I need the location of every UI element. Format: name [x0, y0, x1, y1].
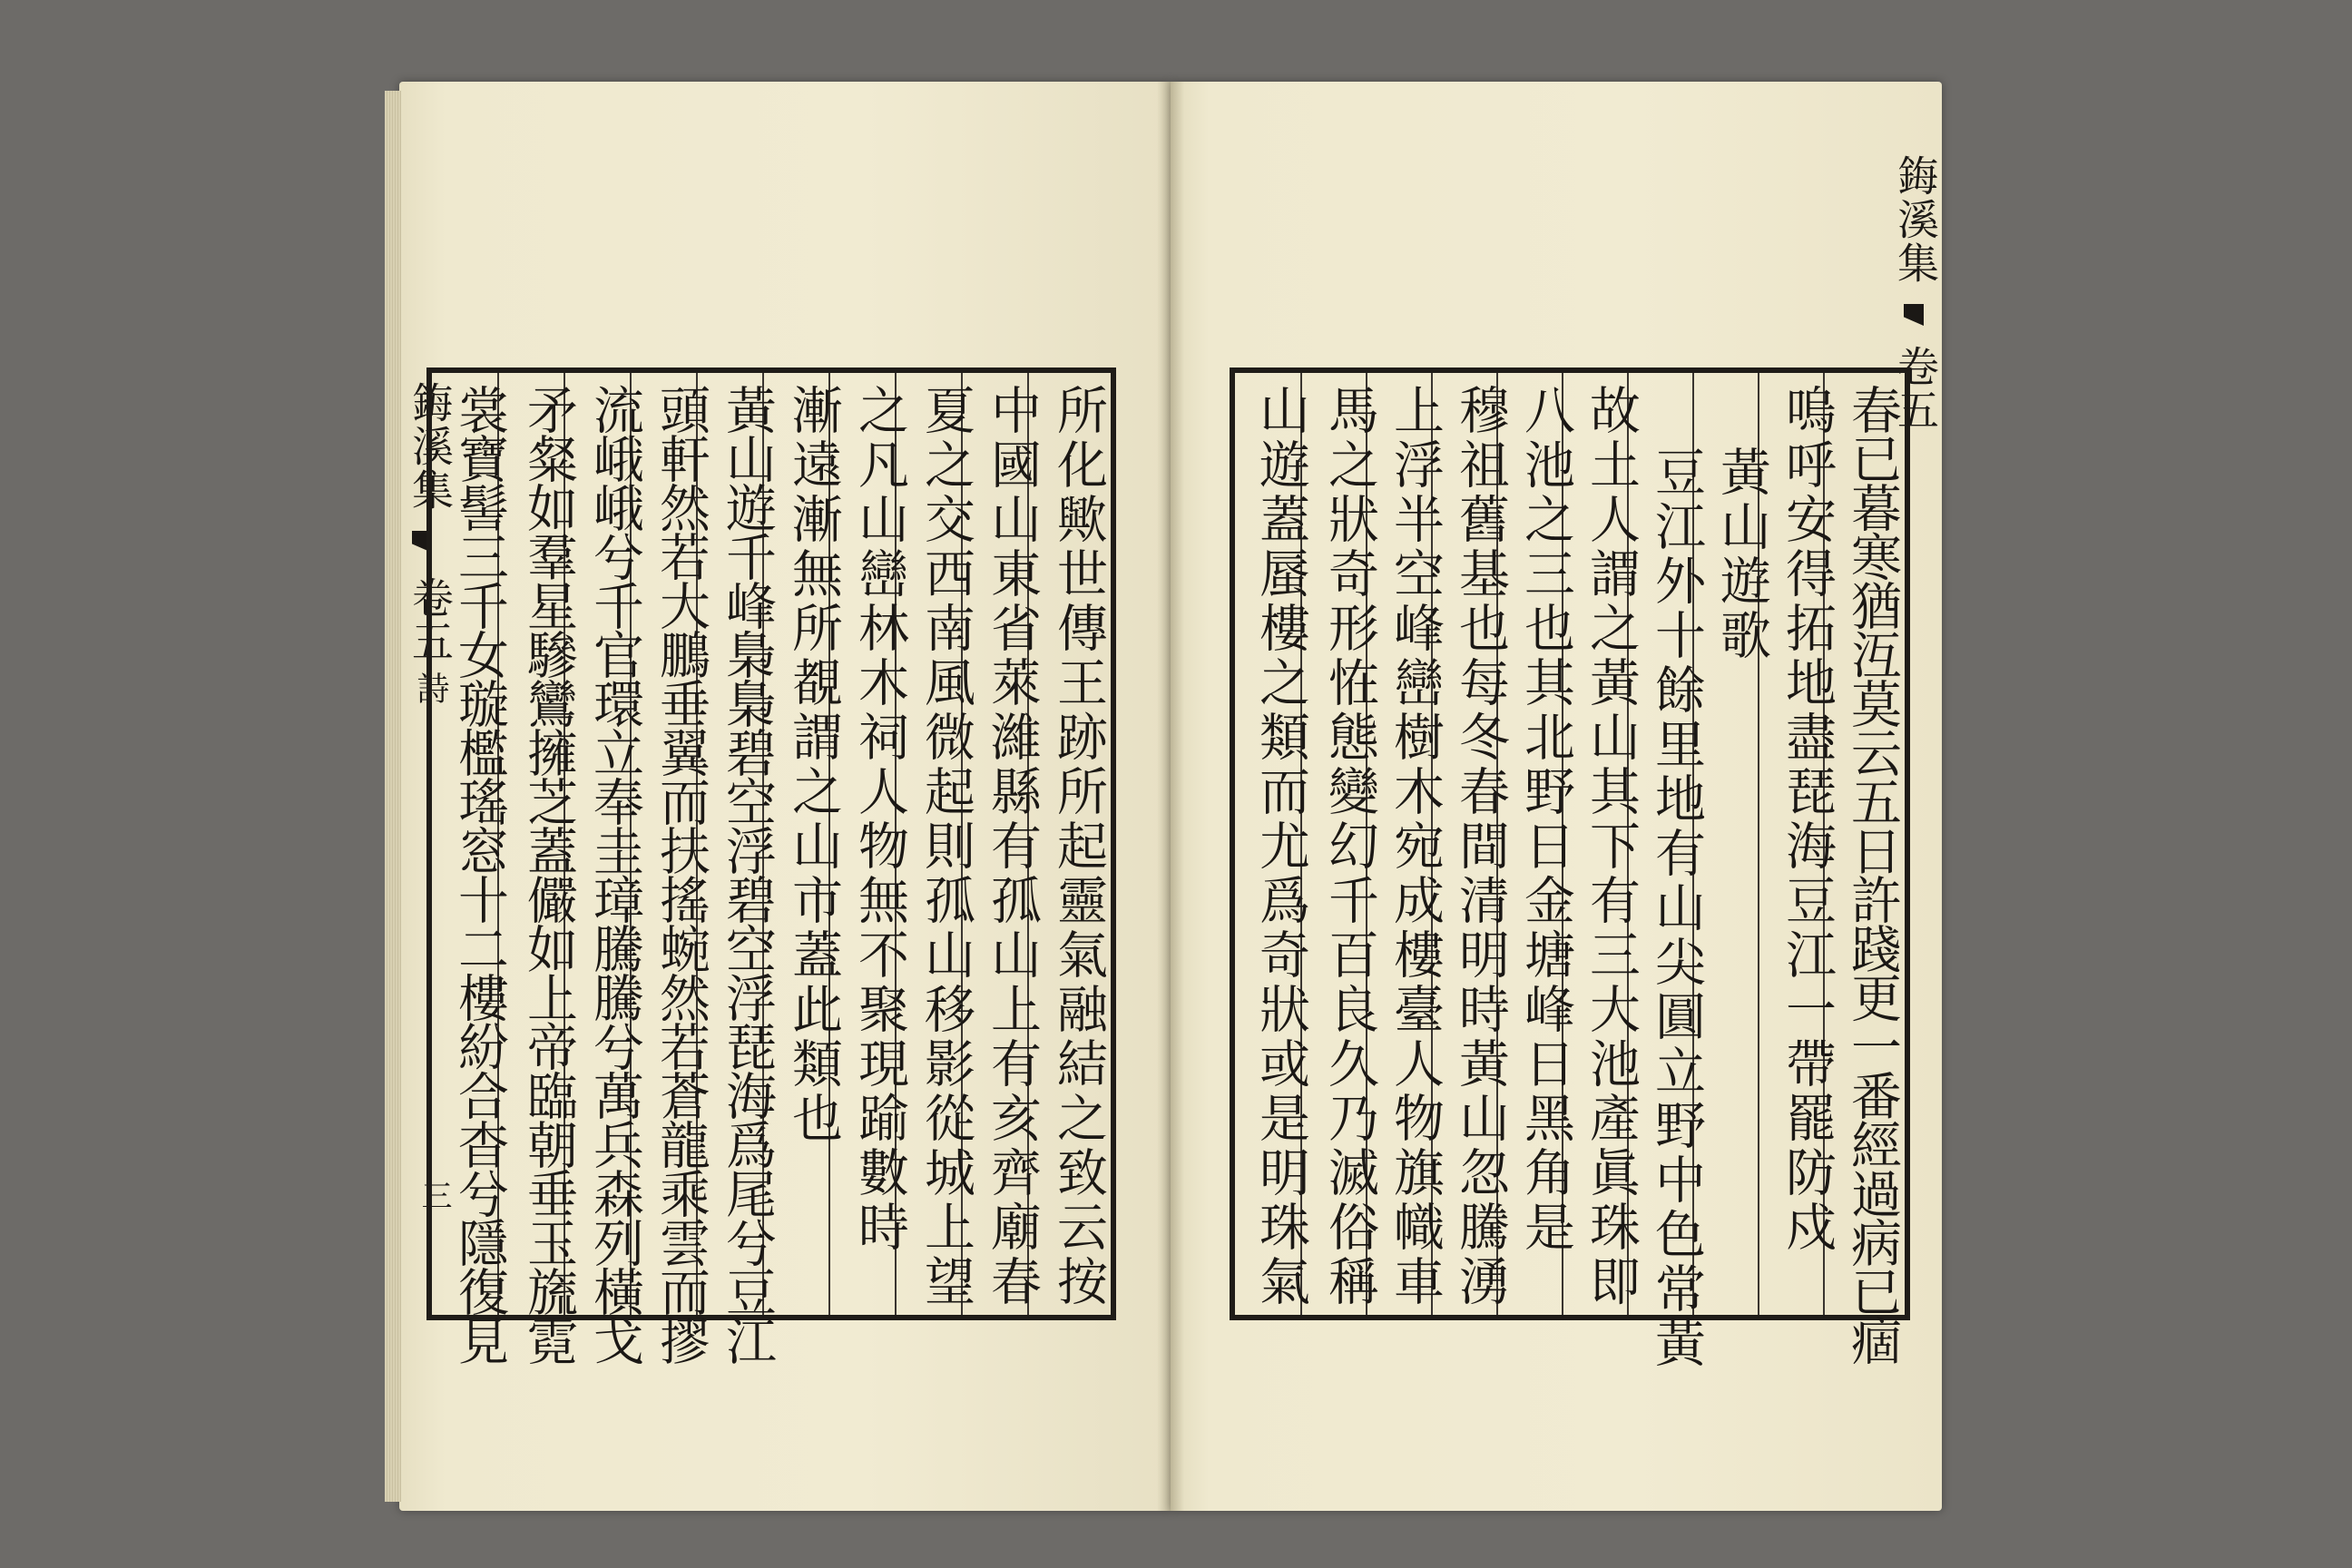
text-column: 春已暮寒猶沍莫云五日許踐更一番經過病已痼: [1843, 384, 1902, 1364]
open-book: [399, 82, 1942, 1511]
text-column: 頭軒然若大鵬垂翼而扶搖蜿然若蒼龍乘雲而摎: [652, 384, 710, 1364]
text-column: 矛粲如羣星驂鸞擁芝蓋儼如上帝臨朝垂玉旒霓: [519, 384, 578, 1364]
left-page-number: 三: [416, 1180, 452, 1210]
text-column: 豆江外十餘里地有山尖圓立野中色常黃: [1647, 446, 1706, 1371]
text-column: 流峨峨兮千官環立奉圭璋騰騰兮萬兵森列橫戈: [585, 384, 644, 1364]
text-column: 故土人謂之黃山其下有三大池產眞珠即: [1582, 384, 1641, 1309]
right-text-frame: [1230, 368, 1910, 1371]
text-column: 馬之狀奇形恠態變幻千百良久乃滅俗稱: [1320, 384, 1379, 1309]
text-column: 之凡山巒林木祠人物無不聚現踰數時: [850, 384, 909, 1255]
text-column: 黃山遊千峰梟梟碧空浮碧空浮琵海爲尾兮豆江: [718, 384, 777, 1364]
text-column: 八池之三也其北野日金塘峰日黑角是: [1516, 384, 1575, 1255]
text-column: 所化歟世傳王跡所起靈氣融結之致云按: [1049, 384, 1108, 1309]
right-margin-title: 鋂溪集: [1891, 154, 1940, 285]
right-page: [1171, 82, 1942, 1511]
text-column: 夏之交西南風微起則孤山移影從城上望: [916, 384, 975, 1309]
book-gutter: [1157, 82, 1184, 1511]
right-margin-volume: 卷五: [1891, 345, 1940, 432]
left-margin-title: 鋂溪集: [406, 381, 455, 512]
text-column: 穆祖舊基也每冬春間清明時黃山忽騰湧: [1451, 384, 1510, 1309]
left-margin-volume: 卷五: [406, 576, 455, 663]
page-edge-stack: [385, 91, 401, 1502]
text-column: 上浮半空峰巒樹木宛成樓臺人物旗幟車: [1386, 384, 1445, 1309]
text-column: 嗚呼安得拓地盡琵海豆江一帶罷防戍: [1778, 384, 1837, 1255]
fold-mark: [1904, 304, 1924, 326]
left-text-frame: [426, 368, 1116, 1364]
left-margin-section: 詩: [412, 671, 449, 706]
text-column: 裳寶髻三千女璇檻瑤窓十二樓紛合杳兮隱復見: [450, 384, 509, 1364]
left-page: [399, 82, 1171, 1511]
poem-title: 黃山遊歌: [1712, 446, 1771, 663]
text-column: 山遊蓋蜃樓之類而尤爲奇狀或是明珠氣: [1251, 384, 1310, 1309]
text-column: 漸遠漸無所覩謂之山市蓋此類也: [784, 384, 843, 1146]
text-column: 中國山東省萊濰縣有孤山上有亥齊廟春: [983, 384, 1042, 1309]
